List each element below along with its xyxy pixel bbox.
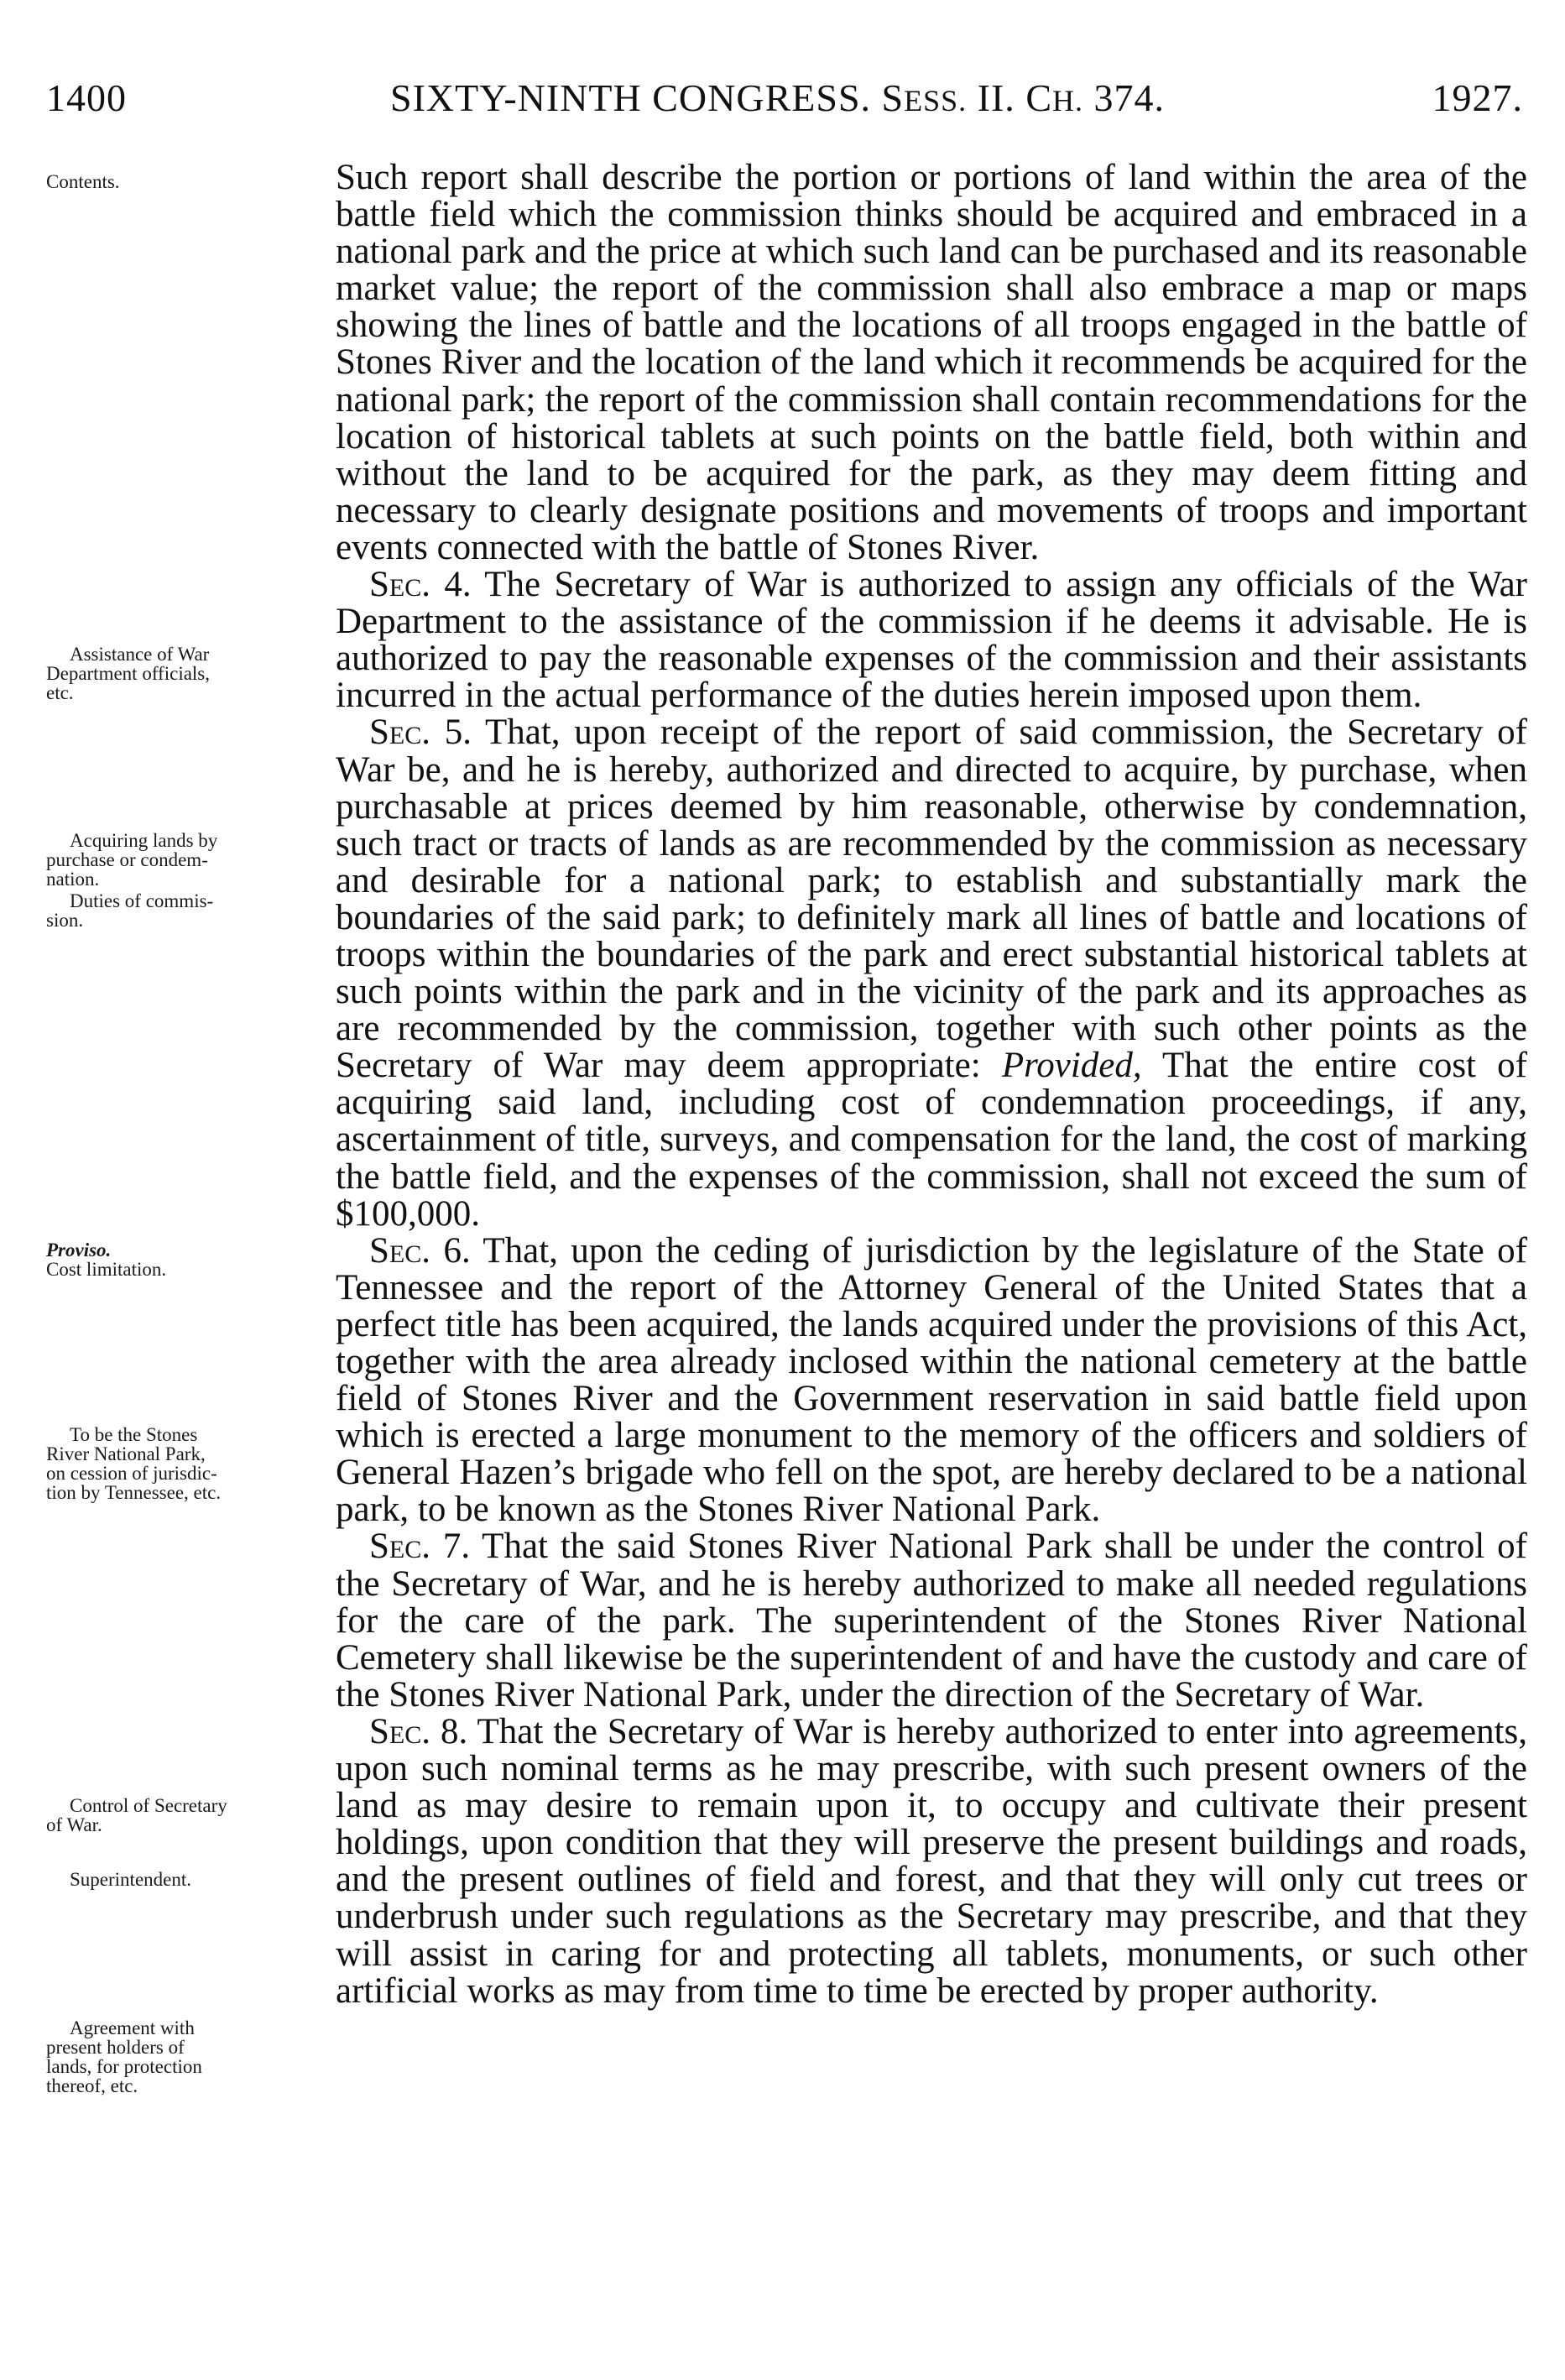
margin-note-line: sion. — [46, 910, 84, 931]
margin-note-line: Acquiring lands by — [70, 830, 218, 851]
margin-note-line: lands, for protection — [46, 2056, 202, 2077]
margin-note-agreement — [46, 2018, 331, 2096]
congress-title: SIXTY-NINTH CONGRESS. — [390, 76, 872, 119]
margin-note-line: Superintendent. — [70, 1869, 191, 1890]
section-5 — [336, 714, 1527, 1232]
margin-note-line: thereof, etc. — [46, 2075, 138, 2096]
margin-note-line: Department officials, — [46, 663, 211, 684]
section-label: Sec. 6. — [369, 1230, 471, 1271]
margin-note-assistance — [46, 645, 331, 702]
paragraph-report: Such report shall describe the portion or portions of land within the area of the battle field which the commission thinks should be acquired and embraced in a national park and the price at which such land can be purchased and its reasonable market value; the report of the commission shall also embrace a map or maps showing the lines of battle and the locations of all troops engaged in the battle of Stones River and the location of the land which it recommends be acquired for the national park; the report of the commission shall contain recommendations for the location of historical tablets at such points on the battle field, both within and without the land to be acquired for the park, as they may deem fitting and necessary to clearly designate positions and movements of troops and important events connected with the battle of Stones River. — [336, 158, 1527, 567]
section-text: The Secretary of War is authorized to assign any officials of the War Department to the assistance of the commission if he deems it advisable. He is authorized to pay the reasonable expenses of the commission and their assistants incurred in the actual performance of the duties herein imposed upon them. — [336, 565, 1528, 716]
margin-note-line: Assistance of War — [70, 644, 210, 665]
session-number: II. — [977, 76, 1015, 119]
section-label: Sec. 5. — [369, 712, 472, 753]
margin-note-line: purchase or condem- — [46, 849, 208, 870]
page-number: 1400 — [46, 76, 127, 119]
margin-note-line: Agreement with — [70, 2017, 195, 2038]
section-7 — [336, 1528, 1527, 1713]
section-6 — [336, 1230, 1527, 1530]
proviso-label: Proviso. — [46, 1240, 112, 1260]
session-initial: S — [881, 76, 905, 119]
margin-note-line: present holders of — [46, 2037, 185, 2058]
chapter-rest: H. — [1052, 84, 1083, 117]
margin-note-line: of War. — [46, 1814, 102, 1835]
section-text: That the Secretary of War is hereby authorized to enter into agreements, upon such nominal terms as he may prescribe, with such present owners of the land as may desire to remain upon it, to occupy and cultivate their present holdings, upon condition that they will preserve the present buildings and roads, and the present outlines of field and forest, and that they will only cut trees or underbrush under such regulations as the Secretary may prescribe, and that they will assist in caring for and protecting all tablets, monuments, or such other artificial works as may from time to time be erected by proper authority. — [336, 1711, 1527, 2011]
section-text: That, upon receipt of the report of said commission, the Secretary of War be, and he is hereby, authorized and directed to acquire, by purchase, when purchasable at prices deemed by him reasonable, otherwise by condemnation, such tract or tracts of lands as are recommended by the commission as necessary and desirable for a national park; to establish and substantially mark the boundaries of the said park; to definitely mark all lines of battle and locations of troops within the boundaries of the park and erect substantial historical tablets at such points within the park and in the vicinity of the park and its approaches as are recommended by the commission, together with such other points as the Secretary of War may deem appropriate: — [336, 712, 1528, 1086]
section-text: That the entire cost of acquiring said land, including cost of condemnation proceedings, if any, ascertainment of title, surveys, and compensation for the land, the cost of marking the battle field, and the expenses of the commission, shall not exceed the sum of $100,000. — [336, 1046, 1527, 1234]
margin-note-line: Duties of commis- — [70, 890, 214, 911]
margin-note-line: on cession of jurisdic- — [46, 1463, 217, 1484]
margin-note-line: nation. — [46, 869, 100, 890]
chapter-initial: C — [1025, 76, 1052, 119]
margin-note-proviso — [46, 1240, 331, 1279]
statute-body — [336, 159, 1527, 2010]
margin-note-superintendent — [46, 1870, 331, 1889]
margin-note-line: River National Park, — [46, 1443, 206, 1464]
margin-note-line: etc. — [46, 682, 74, 703]
section-label: Sec. 8. — [369, 1711, 468, 1751]
margin-note-line: To be the Stones — [70, 1424, 198, 1445]
section-label: Sec. 7. — [369, 1527, 471, 1567]
page-header — [46, 76, 1523, 126]
margin-note-line: tion by Tennessee, etc. — [46, 1482, 222, 1503]
margin-note-stones-river — [46, 1425, 331, 1502]
section-text: That the said Stones River National Park shall be under the control of the Secretary of War, and he is hereby authorized to make all needed regulations for the care of the park. The superintendent of the Stones River National Cemetery shall likewise be the superintendent of and have the custody and care of the Stones River National Park, under the direction of the Secretary of War. — [336, 1527, 1527, 1715]
margin-note-acquiring — [46, 831, 331, 889]
page-year: 1927. — [1432, 76, 1523, 119]
margin-note-line — [46, 1240, 331, 1260]
session-rest: ESS. — [904, 84, 968, 117]
running-head — [390, 76, 1165, 120]
provided-word: Provided, — [1001, 1046, 1142, 1086]
margin-note-line: Contents. — [46, 171, 120, 192]
margin-note-line: Control of Secretary — [70, 1795, 227, 1816]
section-4 — [336, 566, 1527, 714]
section-text: That, upon the ceding of jurisdiction by the legislature of the State of Tennessee and the report of the Attorney General of the United States that a perfect title has been acquired, the lands acquired under the provisions of this Act, together with the area already inclosed within the national cemetery at the battle field of Stones River and the Government reservation in said battle field upon which is erected a large monument to the memory of the officers and soldiers of General Hazen’s brigade who fell on the spot, are hereby declared to be a national park, to be known as the Stones River National Park. — [336, 1230, 1527, 1530]
margin-note-contents — [46, 172, 331, 191]
section-label: Sec. 4. — [369, 565, 472, 605]
margin-note-duties — [46, 891, 331, 930]
section-8 — [336, 1711, 1527, 2011]
margin-note-control — [46, 1796, 331, 1835]
chapter-number: 374. — [1093, 76, 1165, 119]
margin-note-line: Cost limitation. — [46, 1259, 167, 1280]
